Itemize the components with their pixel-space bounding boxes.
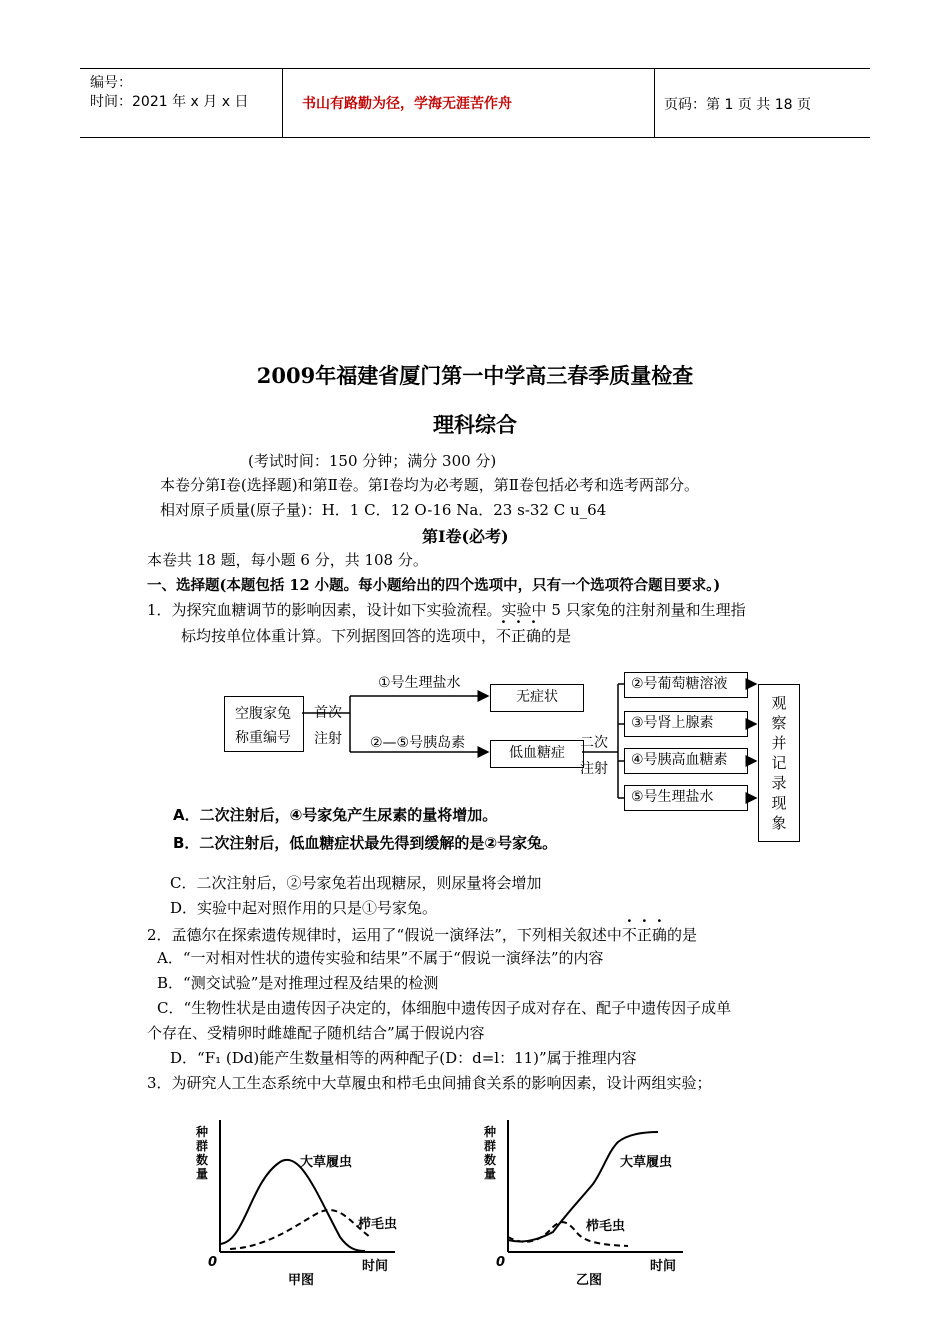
flowchart — [210, 668, 810, 858]
id-label: 编号： — [90, 75, 132, 91]
adrenaline-box: ③号肾上腺素 — [624, 711, 748, 737]
start-line-1: 空腹家兔 — [235, 706, 291, 722]
hypoglycemia-box: 低血糖症 — [490, 740, 584, 768]
glucagon-box: ④号胰高血糖素 — [624, 748, 748, 774]
exam-info: (考试时间：150 分钟；满分 300 分) — [248, 452, 497, 470]
glucose-box: ②号葡萄糖溶液 — [624, 672, 748, 698]
y-axis-char: 量 — [196, 1167, 209, 1181]
origin-label: 0 — [496, 1255, 506, 1270]
y-axis-char: 种 — [196, 1125, 209, 1139]
series-label-didinium: 栉毛虫 — [358, 1217, 398, 1232]
no-symptom-box: 无症状 — [490, 684, 584, 712]
observe-char: 象 — [771, 814, 787, 832]
graph-yi — [478, 1112, 698, 1287]
q2-stem — [147, 924, 697, 945]
q1-option-b: B．二次注射后，低血糖症状最先得到缓解的是②号家兔。 — [173, 834, 558, 852]
y-axis-char: 种 — [484, 1125, 497, 1139]
series-label-paramecium: 大草履虫 — [300, 1155, 353, 1170]
q3-stem: 3．为研究人工生态系统中大草履虫和栉毛虫间捕食关系的影响因素，设计两组实验； — [147, 1074, 712, 1092]
header-table — [80, 68, 870, 138]
q1-line-1: 1．为探究血糖调节的影响因素，设计如下实验流程。实验中 5 只家兔的注射剂量和生理指 — [147, 601, 746, 619]
date-label: 时间：2021 年 x 月 x 日 — [90, 94, 249, 110]
emph-char: 不 — [621, 926, 637, 944]
y-axis-char: 群 — [484, 1139, 497, 1153]
motto: 书山有路勤为径，学海无涯苦作舟 — [302, 96, 512, 112]
q1-line-2-end: 的是 — [541, 627, 572, 645]
q2-option-b: B．“测交试验”是对推理过程及结果的检测 — [157, 974, 439, 992]
q2-option-a: A．“一对相对性状的遗传实验和结果”不属于“假说一演绎法”的内容 — [157, 949, 604, 967]
first-injection-1: 首次 — [314, 705, 342, 721]
q2-option-d: D．“F₁ (Dd)能产生数量相等的两种配子(D：d=l：11)”属于推理内容 — [170, 1049, 637, 1067]
insulin-label: ②—⑤号胰岛素 — [370, 735, 466, 751]
saline-1-label: ①号生理盐水 — [378, 675, 461, 691]
q2-option-c-cont: 个存在、受精卵时雌雄配子随机结合”属于假说内容 — [147, 1024, 485, 1042]
saline-5-box: ⑤号生理盐水 — [624, 785, 748, 811]
part-title: 一、选择题(本题包括 12 小题。每小题给出的四个选项中，只有一个选项符合题目要求。) — [147, 577, 721, 594]
second-injection-1: 二次 — [580, 735, 608, 751]
section-title: 第Ⅰ卷(必考) — [422, 527, 509, 546]
emph-char: 正 — [636, 926, 652, 944]
graph-caption-jia: 甲图 — [288, 1273, 315, 1287]
observe-char: 观 — [771, 694, 787, 712]
intro-line-2: 相对原子质量(原子量)：H．1 C．12 O-16 Na．23 s-32 C u_64 — [160, 501, 607, 519]
q1-line-2-text: 标均按单位体重计算。下列据图回答的选项中， — [181, 627, 497, 645]
emph-char: 确 — [651, 926, 667, 944]
page-label: 页码：第 1 页 共 18 页 — [664, 97, 811, 113]
q1-option-c: C．二次注射后，②号家兔若出现糖尿，则尿量将会增加 — [170, 874, 542, 892]
x-axis-label: 时间 — [362, 1259, 389, 1274]
exam-title: 2009年福建省厦门第一中学高三春季质量检查 — [256, 363, 694, 388]
series-label-didinium: 栉毛虫 — [586, 1219, 626, 1234]
q2-option-c: C．“生物性状是由遗传因子决定的，体细胞中遗传因子成对存在、配子中遗传因子成单 — [157, 999, 732, 1017]
q1-option-d: D．实验中起对照作用的只是①号家兔。 — [170, 899, 438, 917]
start-box — [224, 696, 304, 752]
observe-box — [758, 684, 800, 842]
observe-char: 察 — [771, 714, 787, 732]
observe-char: 记 — [771, 754, 787, 772]
origin-label: 0 — [208, 1255, 218, 1270]
second-injection-2: 注射 — [580, 761, 608, 777]
y-axis-char: 量 — [484, 1167, 497, 1181]
header-divider — [654, 69, 655, 137]
intro-line-1: 本卷分第Ⅰ卷(选择题)和第Ⅱ卷。第Ⅰ卷均为必考题，第Ⅱ卷包括必考和选考两部分。 — [160, 476, 699, 494]
exam-subtitle: 理科综合 — [433, 412, 517, 437]
emph-char: 确 — [526, 627, 542, 645]
y-axis-char: 数 — [196, 1153, 209, 1167]
start-line-2: 称重编号 — [235, 730, 291, 746]
first-injection-2: 注射 — [314, 731, 342, 747]
graph-caption-yi: 乙图 — [576, 1273, 603, 1287]
q2-stem-end: 的是 — [666, 926, 697, 944]
graph-jia — [190, 1112, 410, 1287]
y-axis-char: 群 — [196, 1139, 209, 1153]
q1-line-2 — [181, 625, 571, 646]
q1-option-a: A．二次注射后，④号家兔产生尿素的量将增加。 — [173, 806, 498, 824]
observe-char: 录 — [771, 774, 787, 792]
observe-char: 并 — [771, 734, 787, 752]
header-divider — [282, 69, 283, 137]
emph-char: 正 — [511, 627, 527, 645]
q2-stem-text: 2．孟德尔在探索遗传规律时，运用了“假说一演绎法”，下列相关叙述中 — [147, 926, 622, 944]
section-desc: 本卷共 18 题，每小题 6 分，共 108 分。 — [147, 551, 428, 569]
x-axis-label: 时间 — [650, 1259, 677, 1274]
y-axis-char: 数 — [484, 1153, 497, 1167]
emph-char: 不 — [496, 627, 512, 645]
observe-char: 现 — [771, 794, 787, 812]
series-label-paramecium: 大草履虫 — [620, 1155, 673, 1170]
